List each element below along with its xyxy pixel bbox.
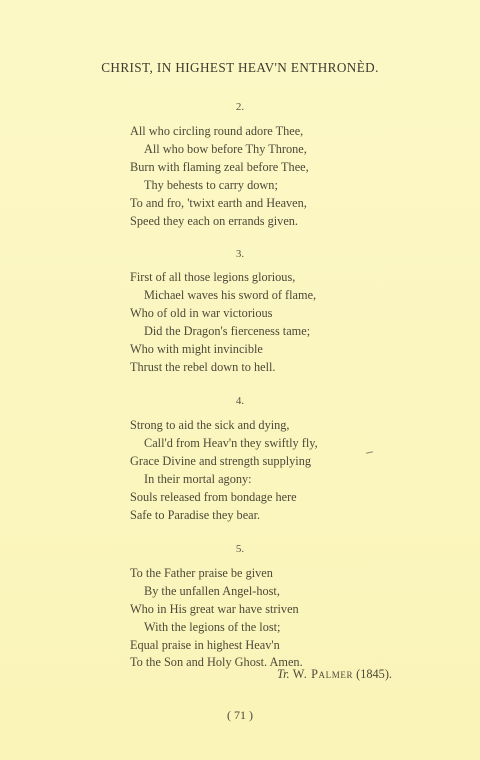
translator-prefix: Tr. <box>276 667 290 681</box>
verse-line: To the Father praise be given <box>130 566 273 580</box>
stanza-number: 3. <box>235 248 245 260</box>
verse-line: Equal praise in highest Heav'n <box>130 638 280 652</box>
verse-line: Call'd from Heav'n they swiftly fly, <box>144 436 318 450</box>
verse-line: Grace Divine and strength supplying <box>130 454 311 468</box>
verse-line: First of all those legions glorious, <box>130 270 296 284</box>
stanza-number: 5. <box>235 543 245 555</box>
stanza-number: 4. <box>235 395 245 407</box>
translator-name: W. Palmer <box>292 667 354 681</box>
ink-mark <box>366 451 373 453</box>
translation-year: (1845). <box>356 667 392 681</box>
verse-line: Who of old in war victorious <box>130 306 273 320</box>
verse-line: In their mortal agony: <box>144 472 252 486</box>
verse-line: To the Son and Holy Ghost. Amen. <box>130 655 303 669</box>
verse-line: Speed they each on errands given. <box>130 214 298 228</box>
verse-line: Burn with flaming zeal before Thee, <box>130 160 309 174</box>
verse-line: Michael waves his sword of flame, <box>144 288 317 302</box>
verse-line: Thrust the rebel down to hell. <box>130 360 276 374</box>
verse-line: Souls released from bondage here <box>130 490 297 504</box>
verse-line: To and fro, 'twixt earth and Heaven, <box>130 196 307 210</box>
hymn-title: CHRIST, IN HIGHEST HEAV'N ENTHRONÈD. <box>101 60 379 75</box>
verse-line: Strong to aid the sick and dying, <box>130 418 290 432</box>
verse-line: Did the Dragon's fierceness tame; <box>144 324 311 338</box>
verse-line: All who bow before Thy Throne, <box>144 142 307 156</box>
verse-line: Thy behests to carry down; <box>144 178 278 192</box>
verse-line: Who in His great war have striven <box>130 602 299 616</box>
page-number: ( 71 ) <box>227 708 253 722</box>
verse-line: By the unfallen Angel-host, <box>144 584 280 598</box>
verse-line: Who with might invincible <box>130 342 263 356</box>
verse-line: With the legions of the lost; <box>144 620 281 634</box>
verse-line: Safe to Paradise they bear. <box>130 508 261 522</box>
verse-line: All who circling round adore Thee, <box>130 124 304 138</box>
translator-attribution <box>277 667 392 682</box>
stanza-number: 2. <box>235 101 245 113</box>
